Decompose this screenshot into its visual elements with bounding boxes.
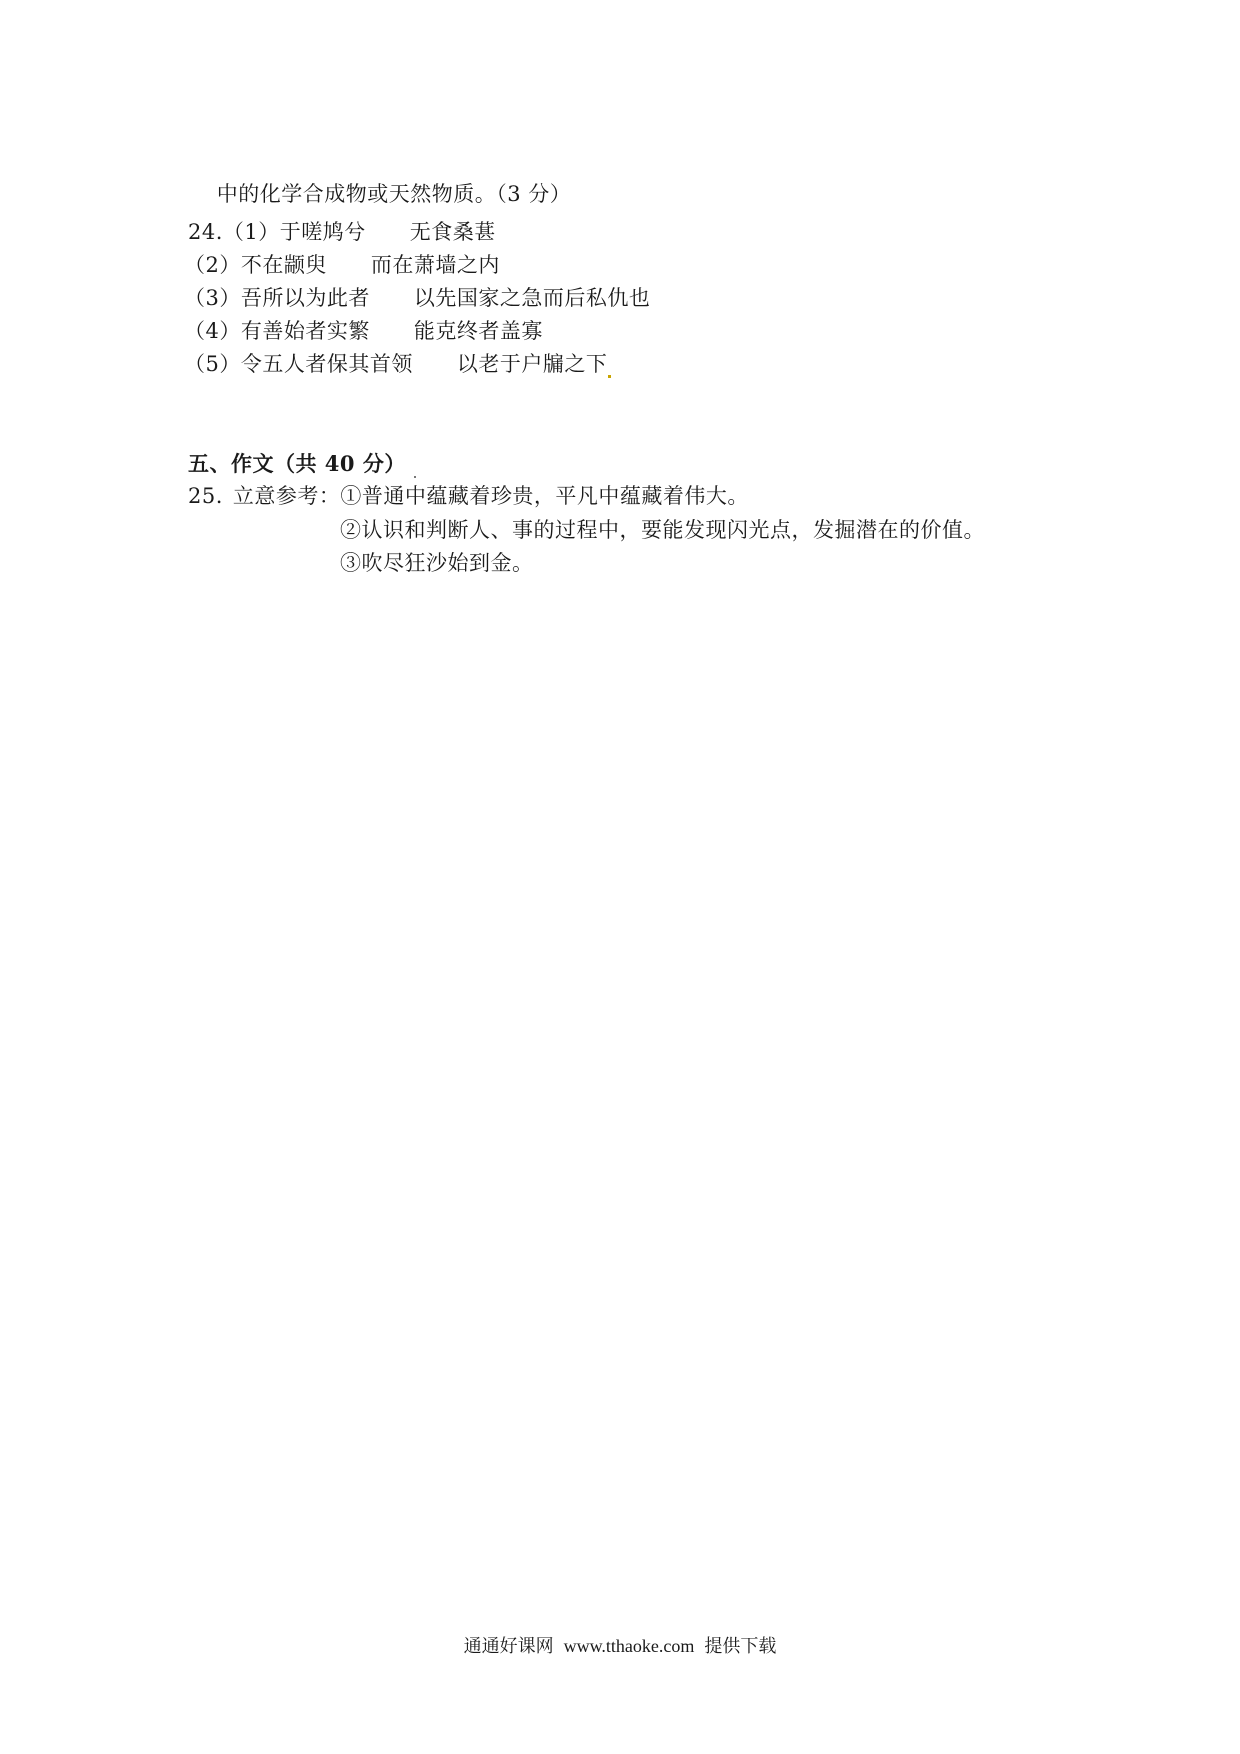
q24-item-first: 于嗟鸠兮 xyxy=(279,220,366,244)
footer-suffix: 提供下载 xyxy=(704,1636,777,1657)
section5-heading-text: 五、作文（共 40 分） xyxy=(188,451,406,476)
page-footer xyxy=(0,1634,1240,1659)
q24-item-second: 而在萧墙之内 xyxy=(370,253,500,277)
q24-item-second: 以先国家之急而后私仇也 xyxy=(413,286,651,310)
q25-point: ②认识和判断人、事的过程中，要能发现闪光点，发掘潜在的价值。 xyxy=(340,518,985,542)
q24-item-3 xyxy=(184,284,650,312)
q24-item-second: 能克终者盖寡 xyxy=(413,319,543,343)
q25-number: 25. xyxy=(188,484,223,508)
q24-item-first: 不在颛臾 xyxy=(240,253,327,277)
q24-item-num: （5） xyxy=(184,352,241,376)
q24-item-first: 令五人者保其首领 xyxy=(240,352,413,376)
scan-speck-mark xyxy=(608,375,611,378)
q24-item-num: （4） xyxy=(184,319,241,343)
section5-heading xyxy=(188,450,416,478)
q24-item-first: 有善始者实繁 xyxy=(240,319,370,343)
footer-site-name: 通通好课网 xyxy=(463,1636,554,1657)
q25-label: 立意参考： xyxy=(232,484,341,508)
q24-item-num: （2） xyxy=(184,253,241,277)
q25-point: ③吹尽狂沙始到金。 xyxy=(340,551,534,575)
scan-speck-dot xyxy=(414,476,416,478)
q24-item-second: 以老于户牖之下 xyxy=(456,352,608,376)
q24-item-1 xyxy=(188,218,496,246)
q25-line-3 xyxy=(340,549,534,577)
q25-line-2 xyxy=(340,516,985,544)
q24-item-4 xyxy=(184,317,543,345)
answer-continued-text: 中的化学合成物或天然物质。（3 分） xyxy=(216,182,572,206)
footer-url: www.tthaoke.com xyxy=(563,1636,695,1656)
q24-item-num: （1） xyxy=(222,220,280,244)
q25-line-1 xyxy=(188,482,749,510)
q24-item-5 xyxy=(184,350,611,378)
q25-point: ①普通中蕴藏着珍贵，平凡中蕴藏着伟大。 xyxy=(340,484,749,508)
q24-number: 24. xyxy=(188,220,223,244)
q24-item-2 xyxy=(184,251,500,279)
q24-item-num: （3） xyxy=(184,286,241,310)
q24-item-second: 无食桑葚 xyxy=(409,220,496,244)
q24-item-first: 吾所以为此者 xyxy=(240,286,370,310)
